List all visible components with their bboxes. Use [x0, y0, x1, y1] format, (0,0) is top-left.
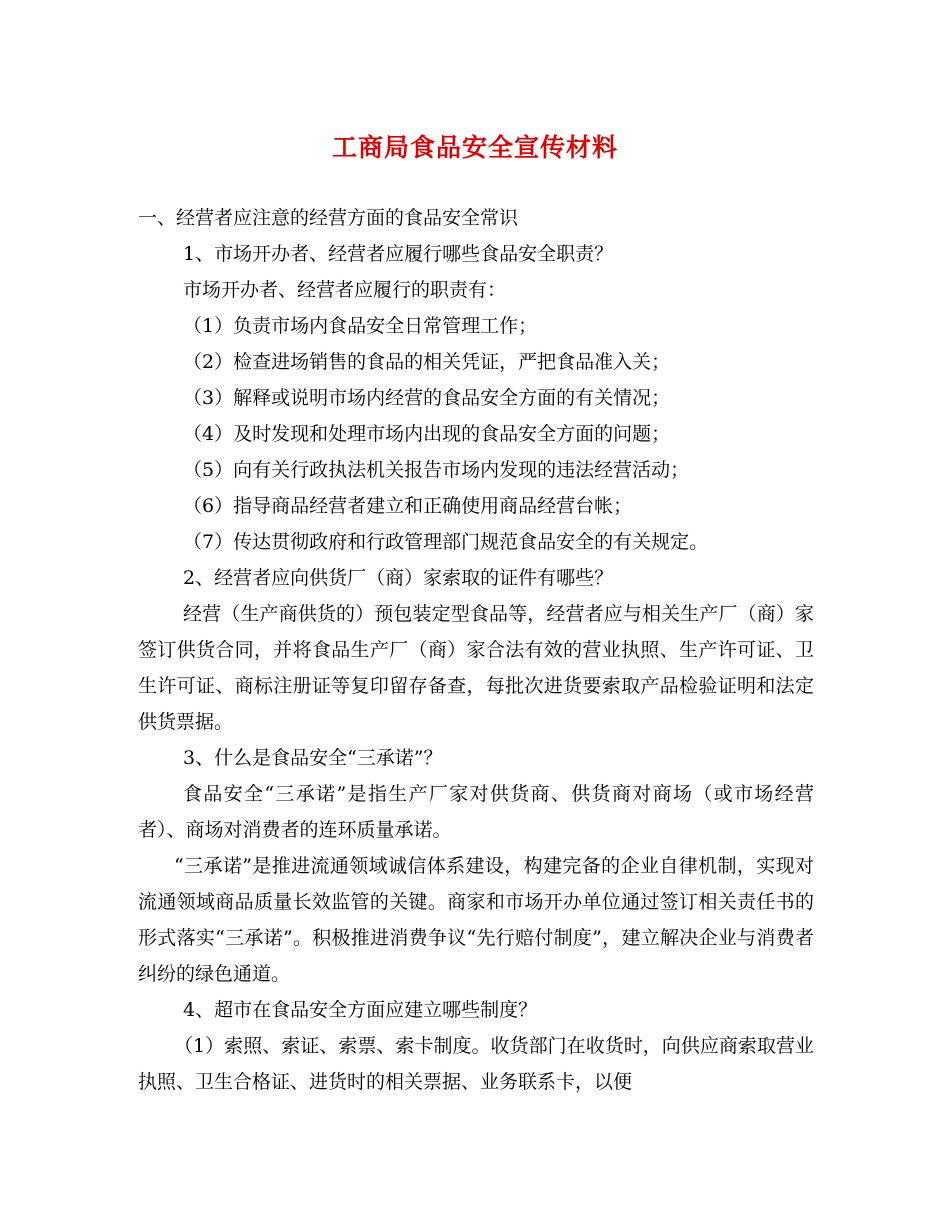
list-item: （2）检查进场销售的食品的相关凭证，严把食品准入关；: [183, 351, 671, 373]
section-heading: 一、经营者应注意的经营方面的食品安全常识: [138, 207, 519, 229]
question-4-answer-1: （1）索照、索证、索票、索卡制度。收货部门在收货时，向供应商索取营业执照、卫生合格证、进货时的相关票据、业务联系卡，以便: [138, 1035, 814, 1093]
list-item: （6）指导商品经营者建立和正确使用商品经营台帐；: [183, 495, 633, 517]
list-item: （5）向有关行政执法机关报告市场内发现的违法经营活动；: [183, 459, 690, 481]
question-1-intro: 市场开办者、经营者应履行的职责有：: [183, 279, 507, 301]
list-item: （4）及时发现和处理市场内出现的食品安全方面的问题；: [183, 423, 671, 445]
list-item: （1）负责市场内食品安全日常管理工作；: [183, 315, 538, 337]
document-body: [138, 200, 814, 1100]
question-2: 2、经营者应向供货厂（商）家索取的证件有哪些？: [183, 567, 614, 589]
question-3: 3、什么是食品安全“三承诺”？: [183, 747, 443, 769]
document-title: 工商局食品安全宣传材料: [331, 133, 618, 162]
question-2-answer: 经营（生产商供货的）预包装定型食品等，经营者应与相关生产厂（商）家签订供货合同，并将食品生产厂（商）家合法有效的营业执照、生产许可证、卫生许可证、商标注册证等复印留存备查，每批次进货要索取产品检验证明和法定供货票据。: [138, 603, 814, 733]
question-4: 4、超市在食品安全方面应建立哪些制度？: [183, 999, 538, 1021]
list-item: （3）解释或说明市场内经营的食品安全方面的有关情况；: [183, 387, 671, 409]
question-3-answer-1: 食品安全“三承诺”是指生产厂家对供货商、供货商对商场（或市场经营者）、商场对消费者的连环质量承诺。: [138, 783, 814, 841]
question-3-answer-2: “三承诺”是推进流通领域诚信体系建设，构建完备的企业自律机制，实现对流通领域商品质量长效监管的关键。商家和市场开办单位通过签订相关责任书的形式落实“三承诺”。积极推进消费争议“先行赔付制度”，建立解决企业与消费者纠纷的绿色通道。: [138, 855, 814, 985]
question-1: 1、市场开办者、经营者应履行哪些食品安全职责？: [183, 243, 614, 265]
list-item: （7）传达贯彻政府和行政管理部门规范食品安全的有关规定。: [183, 531, 709, 553]
